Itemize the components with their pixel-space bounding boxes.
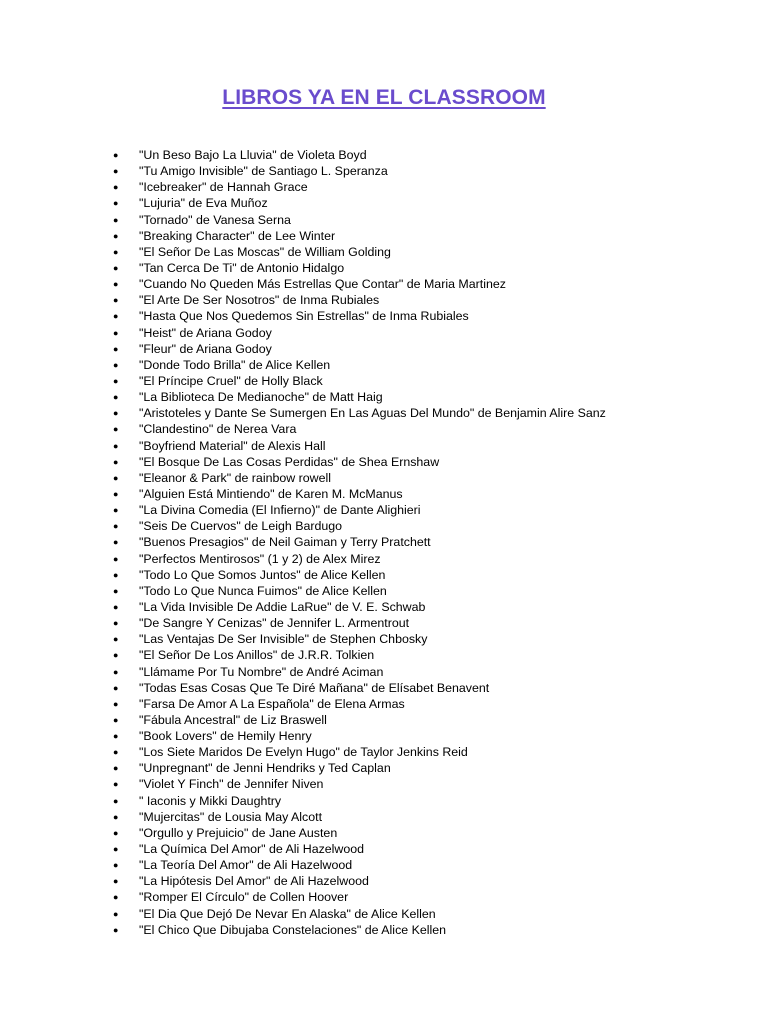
bullet-icon: ● bbox=[113, 182, 119, 193]
bullet-icon: ● bbox=[113, 505, 119, 516]
book-title-author: "Los Siete Maridos De Evelyn Hugo" de Taylor Jenkins Reid bbox=[139, 745, 468, 760]
book-title-author: "Breaking Character" de Lee Winter bbox=[139, 228, 336, 243]
book-title-author: "Romper El Círculo" de Collen Hoover bbox=[139, 890, 349, 905]
book-list-item bbox=[0, 696, 606, 712]
book-list-item bbox=[0, 615, 606, 631]
book-list-item bbox=[0, 389, 606, 405]
book-title-author: "Todas Esas Cosas Que Te Diré Mañana" de Elísabet Benavent bbox=[139, 680, 490, 695]
bullet-icon: ● bbox=[113, 440, 119, 451]
bullet-icon: ● bbox=[113, 456, 119, 467]
book-list-item bbox=[0, 421, 606, 437]
book-title-author: "Unpregnant" de Jenni Hendriks y Ted Caplan bbox=[139, 761, 391, 776]
book-title-author: "Todo Lo Que Nunca Fuimos" de Alice Kellen bbox=[139, 583, 387, 598]
book-list-item bbox=[0, 405, 606, 421]
book-list-item bbox=[0, 873, 606, 889]
bullet-icon: ● bbox=[113, 343, 119, 354]
book-title-author: "Seis De Cuervos" de Leigh Bardugo bbox=[139, 519, 343, 534]
book-list-item bbox=[0, 195, 606, 211]
book-title-author: "Lujuria" de Eva Muñoz bbox=[139, 196, 268, 211]
bullet-icon: ● bbox=[113, 731, 119, 742]
book-title-author: "De Sangre Y Cenizas" de Jennifer L. Armentrout bbox=[139, 616, 410, 631]
book-list-item bbox=[0, 793, 606, 809]
book-list-item bbox=[0, 276, 606, 292]
book-list-item bbox=[0, 212, 606, 228]
book-list-item bbox=[0, 664, 606, 680]
bullet-icon: ● bbox=[113, 279, 119, 290]
book-title-author: "Donde Todo Brilla" de Alice Kellen bbox=[139, 357, 331, 372]
bullet-icon: ● bbox=[113, 230, 119, 241]
book-list-item bbox=[0, 631, 606, 647]
book-title-author: "Mujercitas" de Lousia May Alcott bbox=[139, 809, 323, 824]
book-title-author: "Fábula Ancestral" de Liz Braswell bbox=[139, 712, 327, 727]
book-list-item bbox=[0, 373, 606, 389]
book-list-item bbox=[0, 680, 606, 696]
book-title-author: "Heist" de Ariana Godoy bbox=[139, 325, 272, 340]
bullet-icon: ● bbox=[113, 795, 119, 806]
book-title-author: "El Señor De Los Anillos" de J.R.R. Tolkien bbox=[139, 648, 375, 663]
bullet-icon: ● bbox=[113, 537, 119, 548]
book-list-item bbox=[0, 244, 606, 260]
bullet-icon: ● bbox=[113, 601, 119, 612]
book-list-item bbox=[0, 776, 606, 792]
book-list-item bbox=[0, 534, 606, 550]
book-title-author: "El Príncipe Cruel" de Holly Black bbox=[139, 373, 323, 388]
bullet-icon: ● bbox=[113, 876, 119, 887]
book-title-author: "El Bosque De Las Cosas Perdidas" de Shea Ernshaw bbox=[139, 454, 440, 469]
book-list-item bbox=[0, 502, 606, 518]
book-title-author: "El Arte De Ser Nosotros" de Inma Rubiales bbox=[139, 293, 380, 308]
book-list-item bbox=[0, 308, 606, 324]
book-title-author: "Buenos Presagios" de Neil Gaiman y Terry Pratchett bbox=[139, 535, 431, 550]
book-list-item bbox=[0, 454, 606, 470]
book-list-item bbox=[0, 438, 606, 454]
book-list-item bbox=[0, 486, 606, 502]
book-title-author: "Aristoteles y Dante Se Sumergen En Las Aguas Del Mundo" de Benjamin Alire Sanz bbox=[139, 406, 606, 421]
bullet-icon: ● bbox=[113, 827, 119, 838]
bullet-icon: ● bbox=[113, 811, 119, 822]
book-list-item bbox=[0, 760, 606, 776]
book-title-author: "Un Beso Bajo La Lluvia" de Violeta Boyd bbox=[139, 148, 367, 162]
bullet-icon: ● bbox=[113, 214, 119, 225]
bullet-icon: ● bbox=[113, 359, 119, 370]
bullet-icon: ● bbox=[113, 150, 119, 160]
book-list-item bbox=[0, 567, 606, 583]
book-title-author: "El Señor De Las Moscas" de William Golding bbox=[139, 244, 391, 259]
book-list-item bbox=[0, 341, 606, 357]
book-title-author: "La Hipótesis Del Amor" de Ali Hazelwood bbox=[139, 874, 369, 889]
book-title-author: "Violet Y Finch" de Jennifer Niven bbox=[139, 777, 324, 792]
book-title-author: "Tornado" de Vanesa Serna bbox=[139, 212, 291, 227]
bullet-icon: ● bbox=[113, 488, 119, 499]
bullet-icon: ● bbox=[113, 311, 119, 322]
book-title-author: "Tu Amigo Invisible" de Santiago L. Speranza bbox=[139, 164, 388, 179]
book-title-author: "Boyfriend Material" de Alexis Hall bbox=[139, 438, 326, 453]
bullet-icon: ● bbox=[113, 553, 119, 564]
book-title-author: " Iaconis y Mikki Daughtry bbox=[139, 793, 282, 808]
bullet-icon: ● bbox=[113, 908, 119, 919]
book-title-author: "Cuando No Queden Más Estrellas Que Contar" de Maria Martinez bbox=[139, 277, 506, 292]
book-title-author: "La Biblioteca De Medianoche" de Matt Haig bbox=[139, 390, 383, 405]
book-list-item bbox=[0, 906, 606, 922]
book-list-item bbox=[0, 857, 606, 873]
bullet-icon: ● bbox=[113, 618, 119, 629]
book-title-author: "Clandestino" de Nerea Vara bbox=[139, 422, 297, 437]
book-title-author: "Eleanor & Park" de rainbow rowell bbox=[139, 470, 331, 485]
book-list bbox=[0, 147, 606, 938]
bullet-icon: ● bbox=[113, 472, 119, 483]
book-list-item bbox=[0, 728, 606, 744]
book-list-item bbox=[0, 179, 606, 195]
book-list-item bbox=[0, 809, 606, 825]
bullet-icon: ● bbox=[113, 666, 119, 677]
book-list-item bbox=[0, 583, 606, 599]
bullet-icon: ● bbox=[113, 327, 119, 338]
bullet-icon: ● bbox=[113, 392, 119, 403]
book-list-item bbox=[0, 292, 606, 308]
bullet-icon: ● bbox=[113, 246, 119, 257]
book-list-item bbox=[0, 147, 606, 163]
bullet-icon: ● bbox=[113, 634, 119, 645]
book-list-item bbox=[0, 551, 606, 567]
book-title-author: "La Teoría Del Amor" de Ali Hazelwood bbox=[139, 858, 353, 873]
book-title-author: "Farsa De Amor A La Española" de Elena Armas bbox=[139, 696, 405, 711]
book-list-item bbox=[0, 228, 606, 244]
bullet-icon: ● bbox=[113, 763, 119, 774]
book-list-item bbox=[0, 647, 606, 663]
bullet-icon: ● bbox=[113, 585, 119, 596]
bullet-icon: ● bbox=[113, 375, 119, 386]
bullet-icon: ● bbox=[113, 650, 119, 661]
book-title-author: "La Divina Comedia (El Infierno)" de Dante Alighieri bbox=[139, 503, 421, 518]
book-title-author: "Perfectos Mentirosos" (1 y 2) de Alex Mirez bbox=[139, 551, 381, 566]
bullet-icon: ● bbox=[113, 521, 119, 532]
bullet-icon: ● bbox=[113, 198, 119, 209]
bullet-icon: ● bbox=[113, 698, 119, 709]
book-list-item bbox=[0, 889, 606, 905]
book-title-author: "Book Lovers" de Hemily Henry bbox=[139, 729, 312, 744]
book-list-item bbox=[0, 518, 606, 534]
book-title-author: "Icebreaker" de Hannah Grace bbox=[139, 180, 308, 195]
book-title-author: "Orgullo y Prejuicio" de Jane Austen bbox=[139, 825, 338, 840]
bullet-icon: ● bbox=[113, 860, 119, 871]
book-list-item bbox=[0, 357, 606, 373]
bullet-icon: ● bbox=[113, 714, 119, 725]
book-title-author: "La Vida Invisible De Addie LaRue" de V. E. Schwab bbox=[139, 599, 426, 614]
book-list-item bbox=[0, 163, 606, 179]
book-list-item bbox=[0, 470, 606, 486]
bullet-icon: ● bbox=[113, 569, 119, 580]
book-title-author: "Todo Lo Que Somos Juntos" de Alice Kellen bbox=[139, 567, 386, 582]
bullet-icon: ● bbox=[113, 924, 119, 935]
bullet-icon: ● bbox=[113, 844, 119, 855]
book-list-item bbox=[0, 825, 606, 841]
bullet-icon: ● bbox=[113, 166, 119, 177]
bullet-icon: ● bbox=[113, 779, 119, 790]
book-title-author: "Llámame Por Tu Nombre" de André Aciman bbox=[139, 664, 384, 679]
book-title-author: "Alguien Está Mintiendo" de Karen M. McManus bbox=[139, 486, 403, 501]
book-list-item bbox=[0, 712, 606, 728]
book-list-item bbox=[0, 260, 606, 276]
bullet-icon: ● bbox=[113, 262, 119, 273]
book-title-author: "El Chico Que Dibujaba Constelaciones" de Alice Kellen bbox=[139, 922, 447, 937]
book-list-item bbox=[0, 841, 606, 857]
bullet-icon: ● bbox=[113, 424, 119, 435]
book-list-item bbox=[0, 599, 606, 615]
book-title-author: "Tan Cerca De Ti" de Antonio Hidalgo bbox=[139, 260, 345, 275]
book-title-author: "El Dia Que Dejó De Nevar En Alaska" de Alice Kellen bbox=[139, 906, 436, 921]
book-title-author: "La Química Del Amor" de Ali Hazelwood bbox=[139, 842, 365, 857]
document-title: LIBROS YA EN EL CLASSROOM bbox=[222, 86, 546, 109]
bullet-icon: ● bbox=[113, 892, 119, 903]
bullet-icon: ● bbox=[113, 408, 119, 419]
bullet-icon: ● bbox=[113, 747, 119, 758]
book-list-item bbox=[0, 325, 606, 341]
book-list-item bbox=[0, 744, 606, 760]
book-title-author: "Fleur" de Ariana Godoy bbox=[139, 341, 272, 356]
book-title-author: "Las Ventajas De Ser Invisible" de Stephen Chbosky bbox=[139, 632, 428, 647]
book-title-author: "Hasta Que Nos Quedemos Sin Estrellas" de Inma Rubiales bbox=[139, 309, 469, 324]
bullet-icon: ● bbox=[113, 682, 119, 693]
book-list-item bbox=[0, 922, 606, 938]
bullet-icon: ● bbox=[113, 295, 119, 306]
